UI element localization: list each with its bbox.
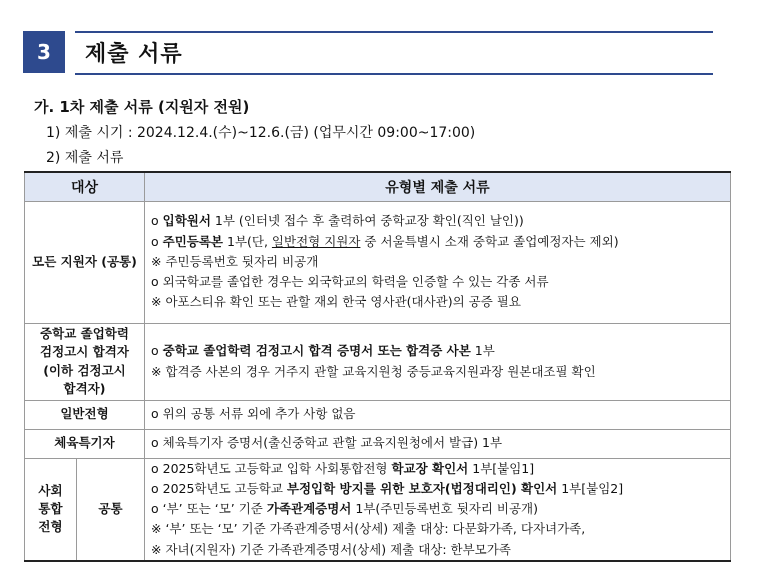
emphasis-text: 중학교 졸업학력 검정고시 합격 증명서 또는 합격증 사본 — [162, 343, 471, 359]
row-category: 체육특기자 — [25, 429, 145, 458]
documents-table — [24, 171, 731, 562]
sub-heading: 가. 1차 제출 서류 (지원자 전원) — [34, 98, 250, 116]
content-line: o 외국학교를 졸업한 경우는 외국학교의 학력을 인증할 수 있는 각종 서류 — [151, 274, 549, 290]
row-content — [145, 400, 731, 429]
emphasis-text: 부정입학 방지를 위한 보호자(법정대리인) 확인서 — [286, 480, 558, 496]
header-documents: 유형별 제출 서류 — [145, 172, 731, 201]
content-line: o 2025학년도 고등학교 부정입학 방지를 위한 보호자(법정대리인) 확인서 1부[붙임2] — [151, 480, 624, 496]
table-row — [25, 429, 731, 458]
content-line: o 입학원서 1부 (인터넷 접수 후 출력하여 중학교장 확인(직인 날인)) — [151, 213, 524, 229]
content-line: o 주민등록본 1부(단, 일반전형 지원자 중 서울특별시 소재 중학교 졸업예정자는 제외) — [151, 233, 619, 249]
table-row — [25, 201, 731, 323]
content-line: o 위의 공통 서류 외에 추가 사항 없음 — [151, 406, 356, 422]
row-content — [145, 429, 731, 458]
emphasis-text: 입학원서 — [162, 213, 211, 229]
section-rule-top — [75, 31, 713, 33]
row-content — [145, 201, 731, 323]
submission-documents-label: 2) 제출 서류 — [46, 150, 124, 166]
content-line: ※ ‘부’ 또는 ‘모’ 기준 가족관계증명서(상세) 제출 대상: 다문화가족, 다자녀가족, — [151, 521, 586, 537]
header-target: 대상 — [25, 172, 145, 201]
row-category: 사회 통합 전형 — [25, 458, 77, 561]
section-header — [23, 31, 713, 75]
row-category: 중학교 졸업학력 검정고시 합격자 (이하 검정고시 합격자) — [25, 323, 145, 400]
table-row — [25, 323, 731, 400]
content-line: o 중학교 졸업학력 검정고시 합격 증명서 또는 합격증 사본 1부 — [151, 343, 495, 359]
content-line: ※ 아포스티유 확인 또는 관할 재외 한국 영사관(대사관)의 공증 필요 — [151, 294, 521, 310]
content-line: ※ 자녀(지원자) 기준 가족관계증명서(상세) 제출 대상: 한부모가족 — [151, 541, 511, 557]
emphasis-text: 주민등록본 — [162, 233, 224, 249]
table-row — [25, 458, 731, 561]
row-category: 모든 지원자 (공통) — [25, 201, 145, 323]
row-subcategory: 공통 — [77, 458, 145, 561]
row-content — [145, 323, 731, 400]
content-line: o 2025학년도 고등학교 입학 사회통합전형 학교장 확인서 1부[붙임1] — [151, 460, 535, 476]
section-rule-bottom — [75, 73, 713, 75]
content-line: ※ 주민등록번호 뒷자리 비공개 — [151, 253, 319, 269]
table-header-row — [25, 172, 731, 201]
emphasis-text: 가족관계증명서 — [266, 501, 352, 516]
content-line: ※ 합격증 사본의 경우 거주지 관할 교육지원청 중등교육지원과장 원본대조필 확인 — [151, 363, 596, 379]
content-line: o ‘부’ 또는 ‘모’ 기준 가족관계증명서 1부(주민등록번호 뒷자리 비공개) — [151, 501, 538, 516]
emphasis-text: 일반전형 지원자 — [271, 233, 361, 249]
section-number: 3 — [23, 31, 65, 73]
content-line: o 체육특기자 증명서(출신중학교 관할 교육지원청에서 발급) 1부 — [151, 435, 503, 451]
submission-period: 1) 제출 시기 : 2024.12.4.(수)~12.6.(금) (업무시간 09:00~17:00) — [46, 125, 476, 141]
row-content — [145, 458, 731, 561]
row-category: 일반전형 — [25, 400, 145, 429]
emphasis-text: 학교장 확인서 — [391, 460, 469, 476]
table-row — [25, 400, 731, 429]
section-title: 제출 서류 — [85, 42, 183, 67]
